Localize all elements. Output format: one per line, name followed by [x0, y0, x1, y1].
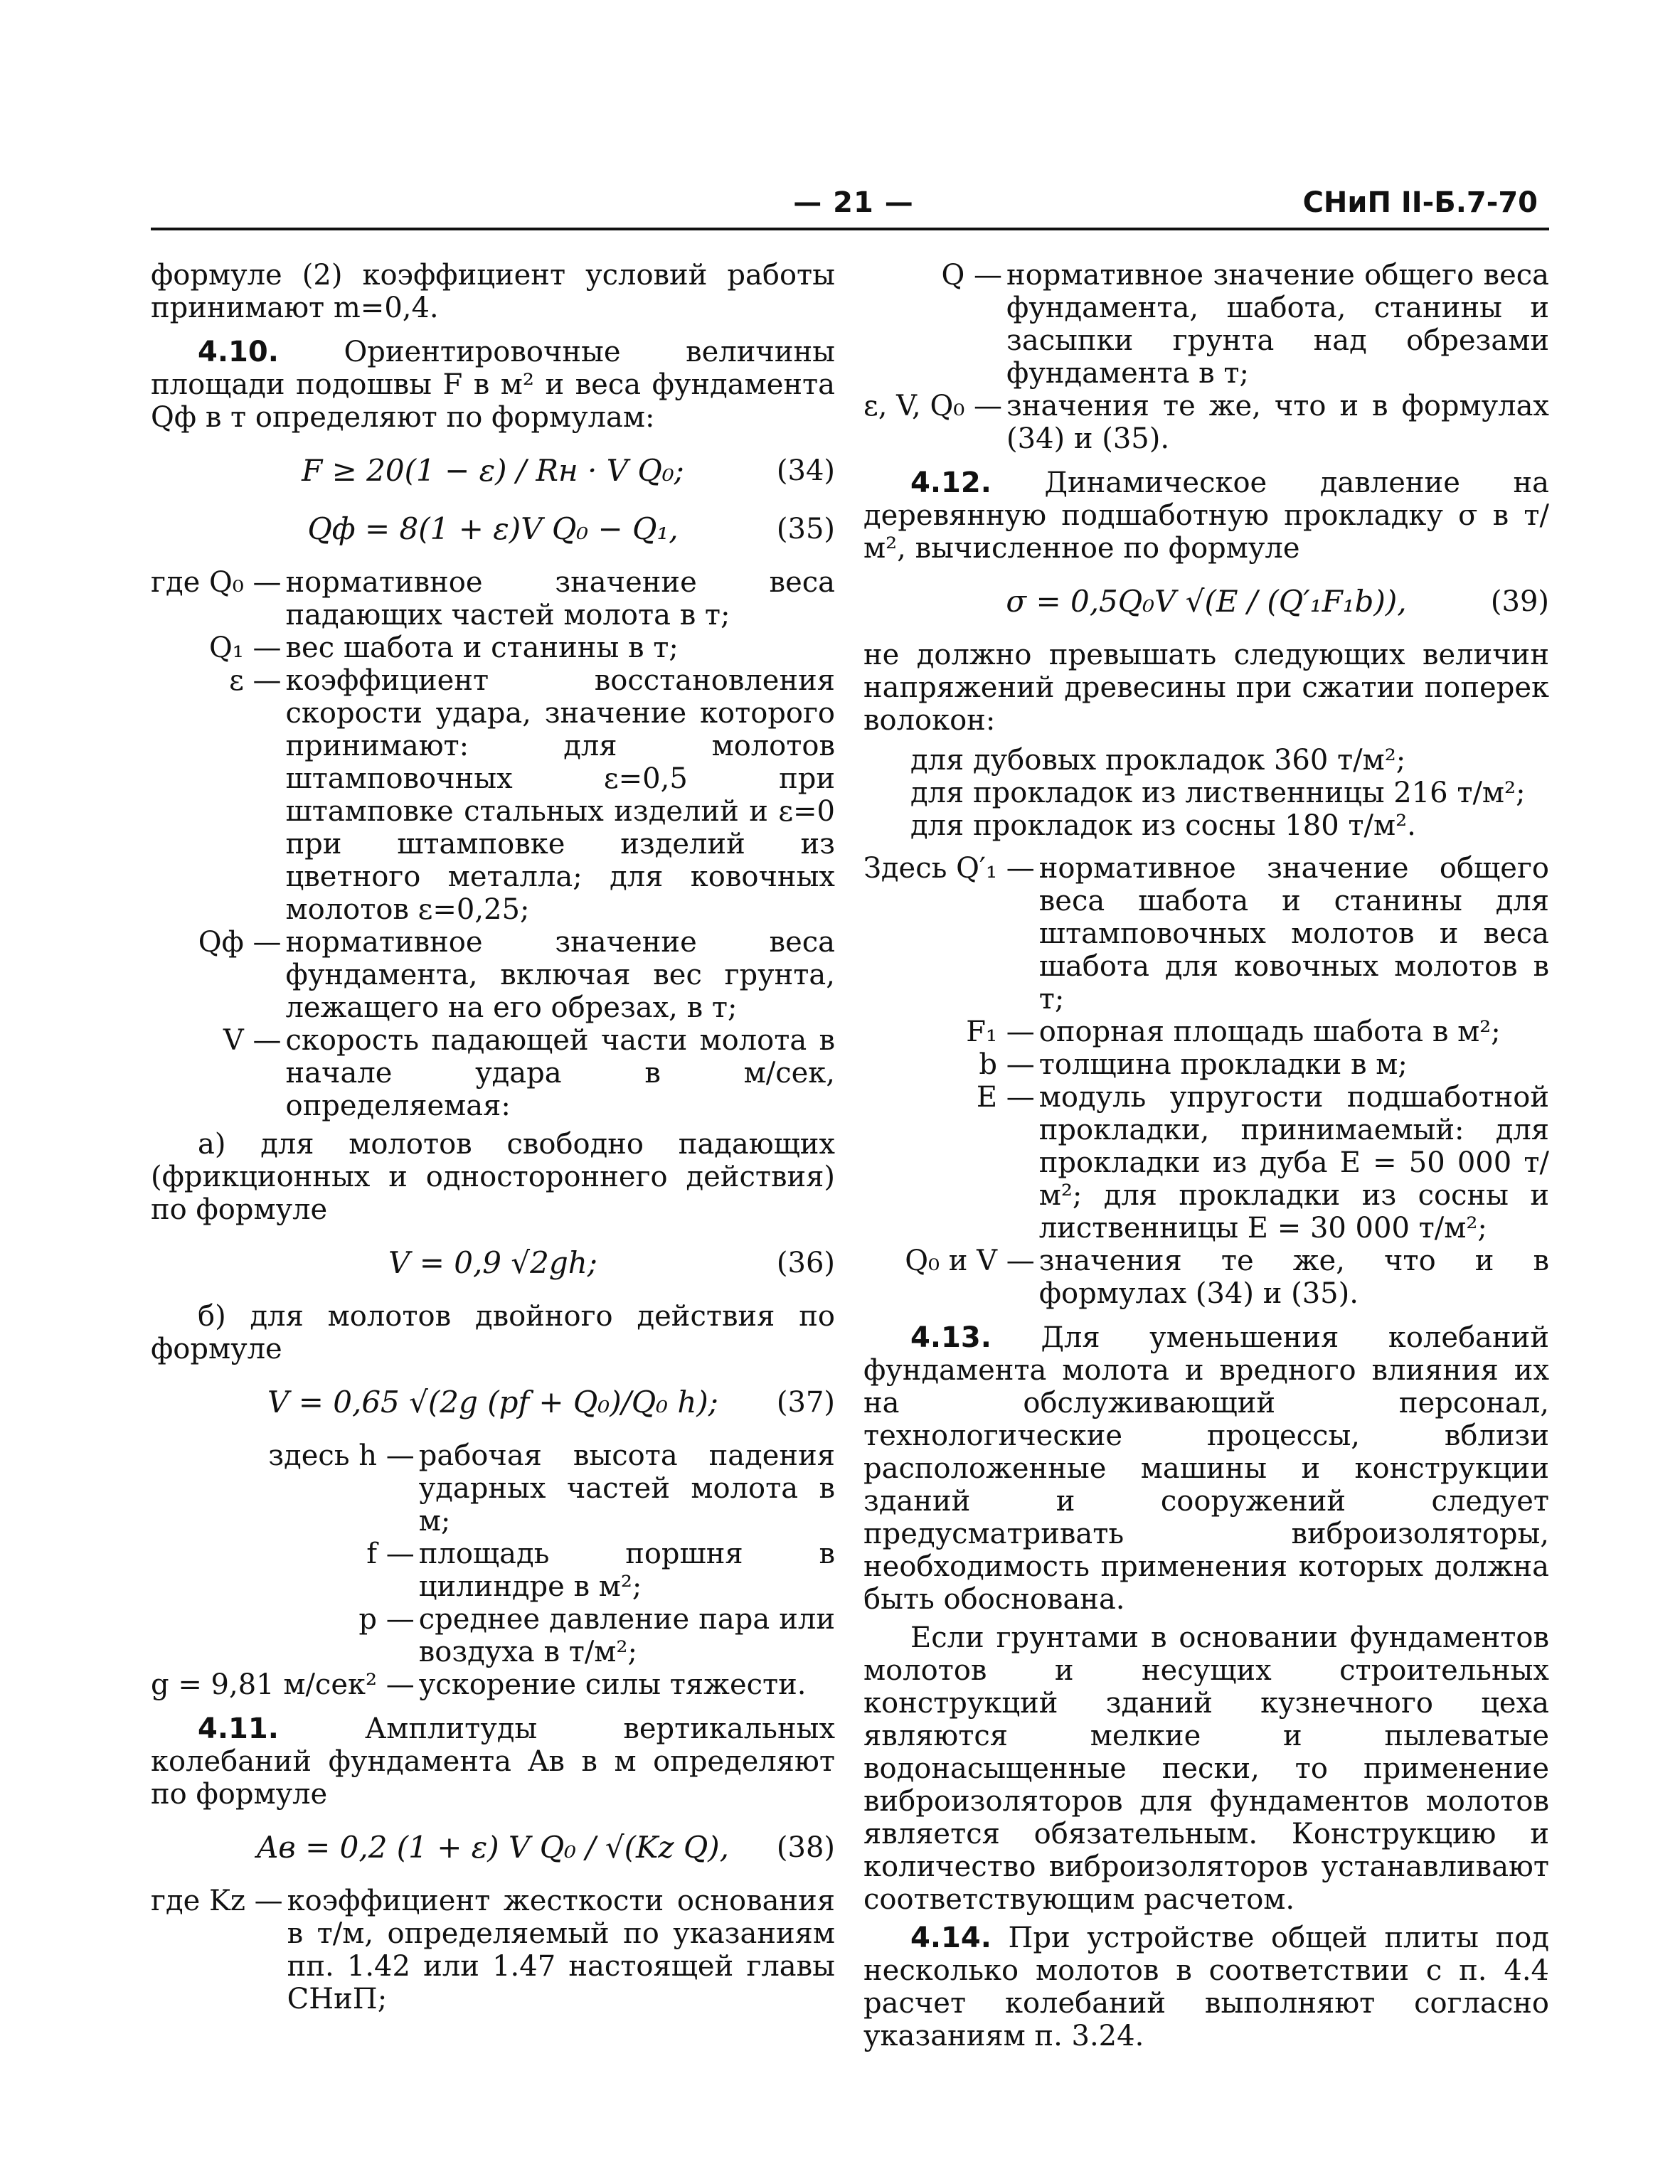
paragraph-text: Для уменьшения колебаний фундамента молота и вредного влияния их на обслуживающий персонал, технологические процессы, вблизи расположенные машины и конструкции зданий и сооружений следует предусматривать виброизоляторы, необходимость применения которых должна быть обоснована.	[863, 1321, 1549, 1616]
formula-number: (38)	[776, 1831, 835, 1864]
term: Q₀ и V —	[905, 1245, 1035, 1277]
formula-34	[151, 449, 835, 492]
paragraph-4-12	[863, 467, 1549, 565]
definition: модуль упругости подшаботной прокладки, принимаемый: для прокладки из дуба E = 50 000 т/м²; для прокладки из сосны и лиственницы E = 30 000 т/м²;	[1038, 1081, 1549, 1245]
formula-expression: V = 0,9 √2gh;	[388, 1245, 597, 1280]
limits-list	[863, 744, 1549, 842]
definition: коэффициент восстановления скорости удара, значение которого принимают: для молотов штамповочных ε=0,5 при штамповке стальных изделий и ε=0 при штамповке изделий из цветного металла; для ковочных молотов ε=0,25;	[285, 664, 835, 926]
formula-expression: V = 0,65 √(2g (pf + Q₀)/Q₀ h);	[267, 1385, 718, 1419]
term: g = 9,81 м/сек² —	[151, 1668, 415, 1701]
definition: нормативное значение общего веса шабота и станины для штамповочных молотов и веса шабота для ковочных молотов в т;	[1038, 852, 1549, 1016]
definition: толщина прокладки в м;	[1038, 1048, 1408, 1081]
definitions-list	[863, 852, 1549, 1310]
formula-expression: σ = 0,5Q₀V √(E / (Q′₁F₁b)),	[1006, 584, 1407, 619]
formula-number: (34)	[776, 454, 835, 487]
formula-number: (36)	[776, 1247, 835, 1279]
paragraph-4-10	[151, 336, 835, 434]
section-number: 4.12.	[910, 467, 991, 499]
intro-paragraph: формуле (2) коэффициент условий работы принимают m=0,4.	[151, 259, 835, 324]
section-number: 4.11.	[198, 1712, 279, 1745]
formula-36	[151, 1242, 835, 1284]
definition: рабочая высота падения ударных частей молота в м;	[418, 1439, 835, 1538]
term: E —	[976, 1081, 1035, 1114]
right-column	[863, 259, 1549, 2052]
paragraph-text: Амплитуды вертикальных колебаний фундамента Aв в м определяют по формуле	[151, 1712, 835, 1811]
formula-expression: Aв = 0,2 (1 + ε) V Q₀ / √(Kz Q),	[256, 1830, 730, 1865]
term: Здесь Q′₁ —	[863, 852, 1035, 885]
paragraph-text: При устройстве общей плиты под несколько молотов в соответствии с п. 4.4 расчет колебаний выполняют согласно указаниям п. 3.24.	[863, 1922, 1549, 2052]
section-number: 4.13.	[910, 1321, 991, 1354]
term: где Q₀ —	[151, 566, 282, 599]
formula-number: (35)	[776, 513, 835, 545]
definition: нормативное значение общего веса фундамента, шабота, станины и засыпки грунта над обрезами фундамента в т;	[1006, 259, 1549, 390]
limit-item: для прокладок из лиственницы 216 т/м²;	[910, 777, 1526, 809]
term: Q₁ —	[208, 632, 282, 664]
definition: площадь поршня в цилиндре в м²;	[418, 1538, 835, 1603]
limit-item: для дубовых прокладок 360 т/м²;	[910, 744, 1406, 777]
formula-35	[151, 508, 835, 550]
definition: скорость падающей части молота в начале удара в м/сек, определяемая:	[285, 1024, 835, 1122]
left-column	[151, 259, 835, 2015]
definitions-list	[151, 1439, 835, 1701]
definitions-list	[863, 259, 1549, 455]
term: Q —	[941, 259, 1003, 292]
paragraph-4-11	[151, 1712, 835, 1811]
header-rule	[151, 228, 1549, 230]
section-number: 4.14.	[910, 1922, 991, 1954]
term: ε —	[229, 664, 282, 697]
case-b-paragraph: б) для молотов двойного действия по формуле	[151, 1300, 835, 1365]
definition: коэффициент жесткости основания в т/м, определяемый по указаниям пп. 1.42 или 1.47 настоящей главы СНиП;	[287, 1885, 835, 2015]
formula-37	[151, 1381, 835, 1424]
paragraph-text: Динамическое давление на деревянную подшаботную прокладку σ в т/м², вычисленное по формуле	[863, 467, 1549, 565]
formula-number: (39)	[1490, 585, 1549, 618]
definition: ускорение силы тяжести.	[418, 1668, 807, 1701]
page-number: — 21 —	[793, 186, 914, 219]
definition: значения те же, что и в формулах (34) и (35).	[1038, 1245, 1549, 1310]
definitions-list	[151, 1885, 835, 2015]
formula-expression: F ≥ 20(1 − ε) / Rн · V Q₀;	[302, 453, 684, 488]
term: F₁ —	[966, 1016, 1035, 1048]
formula-number: (37)	[776, 1386, 835, 1419]
term: f —	[366, 1538, 415, 1570]
term: V —	[223, 1024, 282, 1057]
term: p —	[358, 1603, 415, 1636]
definition: нормативное значение веса падающих частей молота в т;	[285, 566, 835, 632]
definition: значения те же, что и в формулах (34) и (35).	[1006, 390, 1549, 455]
paragraph-4-14	[863, 1922, 1549, 2052]
formula-expression: Qф = 8(1 + ε)V Q₀ − Q₁,	[307, 511, 679, 546]
paragraph-4-13	[863, 1321, 1549, 1616]
formula-39	[863, 580, 1549, 623]
section-number: 4.10.	[198, 336, 279, 368]
definition: среднее давление пара или воздуха в т/м²;	[418, 1603, 835, 1668]
paragraph-4-13-second: Если грунтами в основании фундаментов молотов и несущих строительных конструкций зданий кузнечного цеха являются мелкие и пылеватые водонасыщенные пески, то применение виброизоляторов для фундаментов молотов является обязательным. Конструкцию и количество виброизоляторов устанавливают соответствующим расчетом.	[863, 1621, 1549, 1916]
definitions-list	[151, 566, 835, 1122]
term: b —	[979, 1048, 1035, 1081]
case-a-paragraph: а) для молотов свободно падающих (фрикционных и одностороннего действия) по формуле	[151, 1128, 835, 1226]
term: Qф —	[198, 926, 282, 959]
definition: опорная площадь шабота в м²;	[1038, 1016, 1501, 1048]
formula-38	[151, 1826, 835, 1869]
limit-item: для прокладок из сосны 180 т/м².	[910, 809, 1416, 842]
definition: вес шабота и станины в т;	[285, 632, 679, 664]
term: здесь h —	[268, 1439, 415, 1472]
term: где Kz —	[151, 1885, 283, 1917]
paragraph-text: Ориентировочные величины площади подошвы F в м² и веса фундамента Qф в т определяют по формулам:	[151, 336, 835, 434]
term: ε, V, Q₀ —	[863, 390, 1003, 422]
definition: нормативное значение веса фундамента, включая вес грунта, лежащего на его обрезах, в т;	[285, 926, 835, 1024]
document-code: СНиП II-Б.7-70	[1302, 186, 1538, 219]
paragraph-4-12-continuation: не должно превышать следующих величин напряжений древесины при сжатии поперек волокон:	[863, 639, 1549, 737]
